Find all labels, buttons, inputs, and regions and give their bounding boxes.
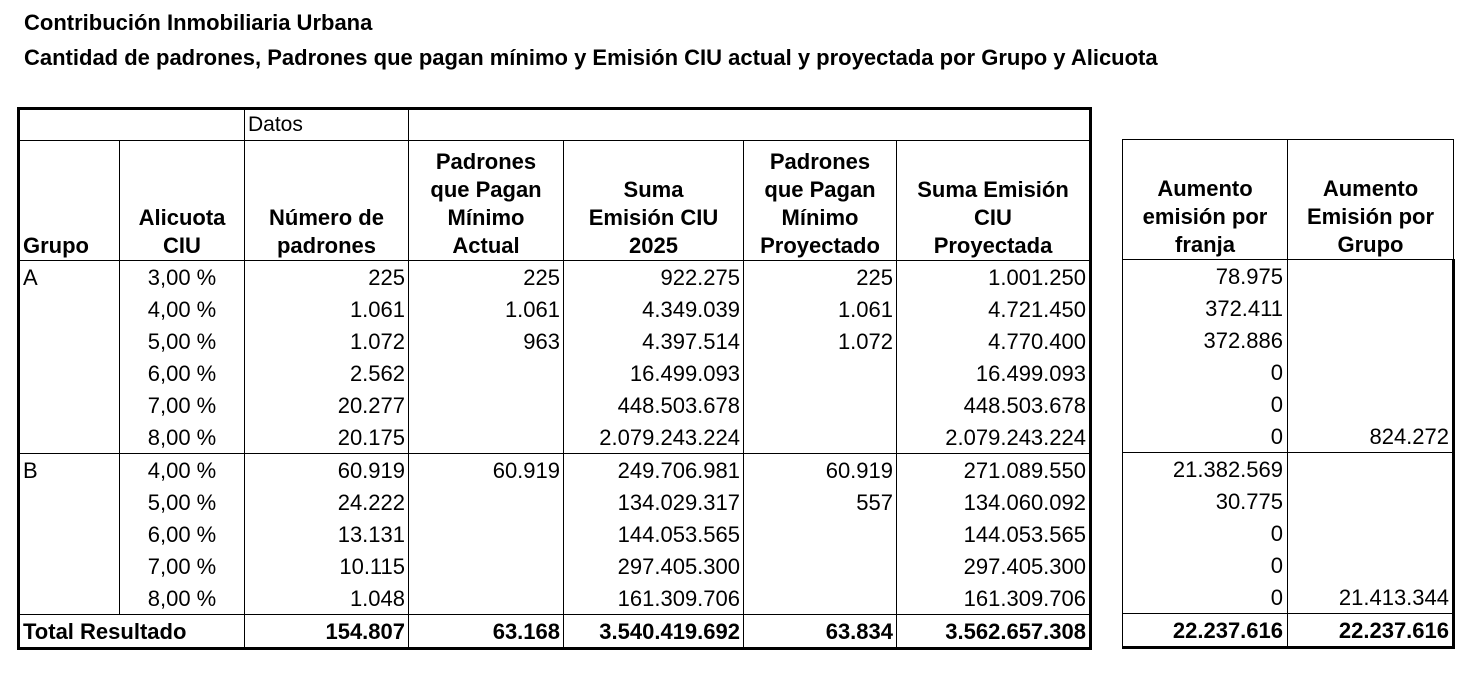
aumento-row <box>1123 356 1454 388</box>
table-row <box>19 454 1091 487</box>
aumento-franja-cell: 0 <box>1123 549 1288 581</box>
aumento-grupo-cell <box>1288 356 1454 388</box>
total-suma-proy: 3.562.657.308 <box>897 615 1091 649</box>
numero-padrones-cell: 225 <box>245 261 409 294</box>
suma-emision-2025-cell: 144.053.565 <box>564 518 744 550</box>
pagan-minimo-proyectado-cell <box>744 582 897 615</box>
pagan-minimo-proyectado-cell: 557 <box>744 486 897 518</box>
suma-emision-2025-cell: 249.706.981 <box>564 454 744 487</box>
aumento-franja-cell: 0 <box>1123 356 1288 388</box>
aumento-franja-cell: 372.411 <box>1123 292 1288 324</box>
aumento-row <box>1123 292 1454 324</box>
aumento-grupo-cell <box>1288 388 1454 420</box>
pagan-minimo-proyectado-cell: 60.919 <box>744 454 897 487</box>
numero-padrones-cell: 20.277 <box>245 389 409 421</box>
table-row <box>19 550 1091 582</box>
report-subtitle: Cantidad de padrones, Padrones que pagan mínimo y Emisión CIU actual y proyectada por Grupo y Alicuota <box>24 45 1158 70</box>
total-pagan-proy: 63.834 <box>744 615 897 649</box>
aumento-franja-cell: 78.975 <box>1123 260 1288 293</box>
suma-emision-2025-cell: 161.309.706 <box>564 582 744 615</box>
aumento-grupo-cell: 21.413.344 <box>1288 581 1454 614</box>
pagan-minimo-actual-cell <box>409 486 564 518</box>
suma-emision-proyectada-cell: 16.499.093 <box>897 357 1091 389</box>
pagan-minimo-actual-cell <box>409 518 564 550</box>
suma-emision-proyectada-cell: 4.721.450 <box>897 293 1091 325</box>
alicuota-cell: 5,00 % <box>120 486 245 518</box>
suma-emision-proyectada-cell: 271.089.550 <box>897 454 1091 487</box>
suma-emision-2025-cell: 134.029.317 <box>564 486 744 518</box>
suma-emision-proyectada-cell: 1.001.250 <box>897 261 1091 294</box>
aumento-grupo-cell <box>1288 260 1454 293</box>
pagan-minimo-proyectado-cell <box>744 357 897 389</box>
header-aumento-franja: Aumento emisión por franja <box>1123 140 1288 260</box>
alicuota-cell: 6,00 % <box>120 518 245 550</box>
datos-header-row <box>19 109 1091 141</box>
suma-emision-proyectada-cell: 4.770.400 <box>897 325 1091 357</box>
alicuota-cell: 8,00 % <box>120 421 245 454</box>
pagan-minimo-proyectado-cell: 1.072 <box>744 325 897 357</box>
header-pagan-minimo-actual: Padrones que Pagan Mínimo Actual <box>409 141 564 261</box>
aumento-total-row <box>1123 614 1454 648</box>
pagan-minimo-proyectado-cell <box>744 550 897 582</box>
aumento-grupo-cell: 824.272 <box>1288 420 1454 453</box>
suma-emision-proyectada-cell: 144.053.565 <box>897 518 1091 550</box>
header-suma-emision-proyectada: Suma Emisión CIU Proyectada <box>897 141 1091 261</box>
header-suma-emision-2025: Suma Emisión CIU 2025 <box>564 141 744 261</box>
header-aumento-grupo: Aumento Emisión por Grupo <box>1288 140 1454 260</box>
aumento-row <box>1123 485 1454 517</box>
aumento-franja-cell: 372.886 <box>1123 324 1288 356</box>
pagan-minimo-actual-cell <box>409 357 564 389</box>
alicuota-cell: 8,00 % <box>120 582 245 615</box>
aumento-header-row <box>1123 140 1454 260</box>
pagan-minimo-actual-cell: 60.919 <box>409 454 564 487</box>
aumento-grupo-cell <box>1288 549 1454 581</box>
pagan-minimo-proyectado-cell: 1.061 <box>744 293 897 325</box>
aumento-franja-cell: 0 <box>1123 388 1288 420</box>
alicuota-cell: 3,00 % <box>120 261 245 294</box>
table-row <box>19 325 1091 357</box>
aumento-row <box>1123 517 1454 549</box>
grupo-cell <box>19 389 120 421</box>
alicuota-cell: 5,00 % <box>120 325 245 357</box>
header-pagan-minimo-proyectado: Padrones que Pagan Mínimo Proyectado <box>744 141 897 261</box>
suma-emision-2025-cell: 448.503.678 <box>564 389 744 421</box>
suma-emision-proyectada-cell: 297.405.300 <box>897 550 1091 582</box>
total-row <box>19 615 1091 649</box>
aumento-franja-cell: 30.775 <box>1123 485 1288 517</box>
total-label: Total Resultado <box>19 615 245 649</box>
suma-emision-proyectada-cell: 134.060.092 <box>897 486 1091 518</box>
pagan-minimo-proyectado-cell: 225 <box>744 261 897 294</box>
aumento-franja-cell: 0 <box>1123 517 1288 549</box>
numero-padrones-cell: 20.175 <box>245 421 409 454</box>
aumento-row <box>1123 549 1454 581</box>
alicuota-cell: 7,00 % <box>120 389 245 421</box>
numero-padrones-cell: 1.072 <box>245 325 409 357</box>
aumento-table <box>1122 139 1455 649</box>
suma-emision-2025-cell: 4.397.514 <box>564 325 744 357</box>
numero-padrones-cell: 13.131 <box>245 518 409 550</box>
suma-emision-2025-cell: 297.405.300 <box>564 550 744 582</box>
aumento-grupo-cell <box>1288 453 1454 486</box>
pagan-minimo-proyectado-cell <box>744 421 897 454</box>
table-row <box>19 582 1091 615</box>
suma-emision-proyectada-cell: 448.503.678 <box>897 389 1091 421</box>
grupo-cell <box>19 518 120 550</box>
numero-padrones-cell: 2.562 <box>245 357 409 389</box>
grupo-cell <box>19 550 120 582</box>
numero-padrones-cell: 24.222 <box>245 486 409 518</box>
table-row <box>19 261 1091 294</box>
aumento-row <box>1123 581 1454 614</box>
alicuota-cell: 4,00 % <box>120 454 245 487</box>
header-alicuota: Alicuota CIU <box>120 141 245 261</box>
table-row <box>19 293 1091 325</box>
aumento-grupo-cell <box>1288 324 1454 356</box>
header-grupo: Grupo <box>19 141 120 261</box>
suma-emision-proyectada-cell: 2.079.243.224 <box>897 421 1091 454</box>
aumento-row <box>1123 260 1454 293</box>
aumento-franja-cell: 0 <box>1123 581 1288 614</box>
pivot-table-main <box>17 107 1092 650</box>
pagan-minimo-proyectado-cell <box>744 518 897 550</box>
suma-emision-proyectada-cell: 161.309.706 <box>897 582 1091 615</box>
aumento-grupo-cell <box>1288 485 1454 517</box>
alicuota-cell: 4,00 % <box>120 293 245 325</box>
aumento-grupo-cell <box>1288 517 1454 549</box>
grupo-cell: A <box>19 261 120 294</box>
aumento-grupo-cell <box>1288 292 1454 324</box>
pagan-minimo-actual-cell: 225 <box>409 261 564 294</box>
pagan-minimo-actual-cell: 1.061 <box>409 293 564 325</box>
report-title: Contribución Inmobiliaria Urbana <box>24 10 373 35</box>
total-pagan-actual: 63.168 <box>409 615 564 649</box>
suma-emision-2025-cell: 2.079.243.224 <box>564 421 744 454</box>
suma-emision-2025-cell: 922.275 <box>564 261 744 294</box>
total-aumento-franja: 22.237.616 <box>1123 614 1288 648</box>
table-row <box>19 389 1091 421</box>
aumento-row <box>1123 388 1454 420</box>
pagan-minimo-actual-cell: 963 <box>409 325 564 357</box>
numero-padrones-cell: 60.919 <box>245 454 409 487</box>
header-numero-padrones: Número de padrones <box>245 141 409 261</box>
grupo-cell: B <box>19 454 120 487</box>
aumento-row <box>1123 453 1454 486</box>
table-row <box>19 421 1091 454</box>
total-numero: 154.807 <box>245 615 409 649</box>
pagan-minimo-actual-cell <box>409 582 564 615</box>
numero-padrones-cell: 10.115 <box>245 550 409 582</box>
suma-emision-2025-cell: 16.499.093 <box>564 357 744 389</box>
pagan-minimo-actual-cell <box>409 550 564 582</box>
total-aumento-grupo: 22.237.616 <box>1288 614 1454 648</box>
aumento-row <box>1123 324 1454 356</box>
pagan-minimo-proyectado-cell <box>744 389 897 421</box>
alicuota-cell: 7,00 % <box>120 550 245 582</box>
aumento-row <box>1123 420 1454 453</box>
grupo-cell <box>19 293 120 325</box>
numero-padrones-cell: 1.061 <box>245 293 409 325</box>
grupo-cell <box>19 421 120 454</box>
column-header-row <box>19 141 1091 261</box>
pagan-minimo-actual-cell <box>409 389 564 421</box>
table-row <box>19 518 1091 550</box>
numero-padrones-cell: 1.048 <box>245 582 409 615</box>
pagan-minimo-actual-cell <box>409 421 564 454</box>
grupo-cell <box>19 325 120 357</box>
aumento-franja-cell: 21.382.569 <box>1123 453 1288 486</box>
aumento-franja-cell: 0 <box>1123 420 1288 453</box>
suma-emision-2025-cell: 4.349.039 <box>564 293 744 325</box>
table-row <box>19 357 1091 389</box>
grupo-cell <box>19 357 120 389</box>
datos-label: Datos <box>245 109 409 141</box>
grupo-cell <box>19 486 120 518</box>
table-row <box>19 486 1091 518</box>
alicuota-cell: 6,00 % <box>120 357 245 389</box>
grupo-cell <box>19 582 120 615</box>
total-suma-2025: 3.540.419.692 <box>564 615 744 649</box>
